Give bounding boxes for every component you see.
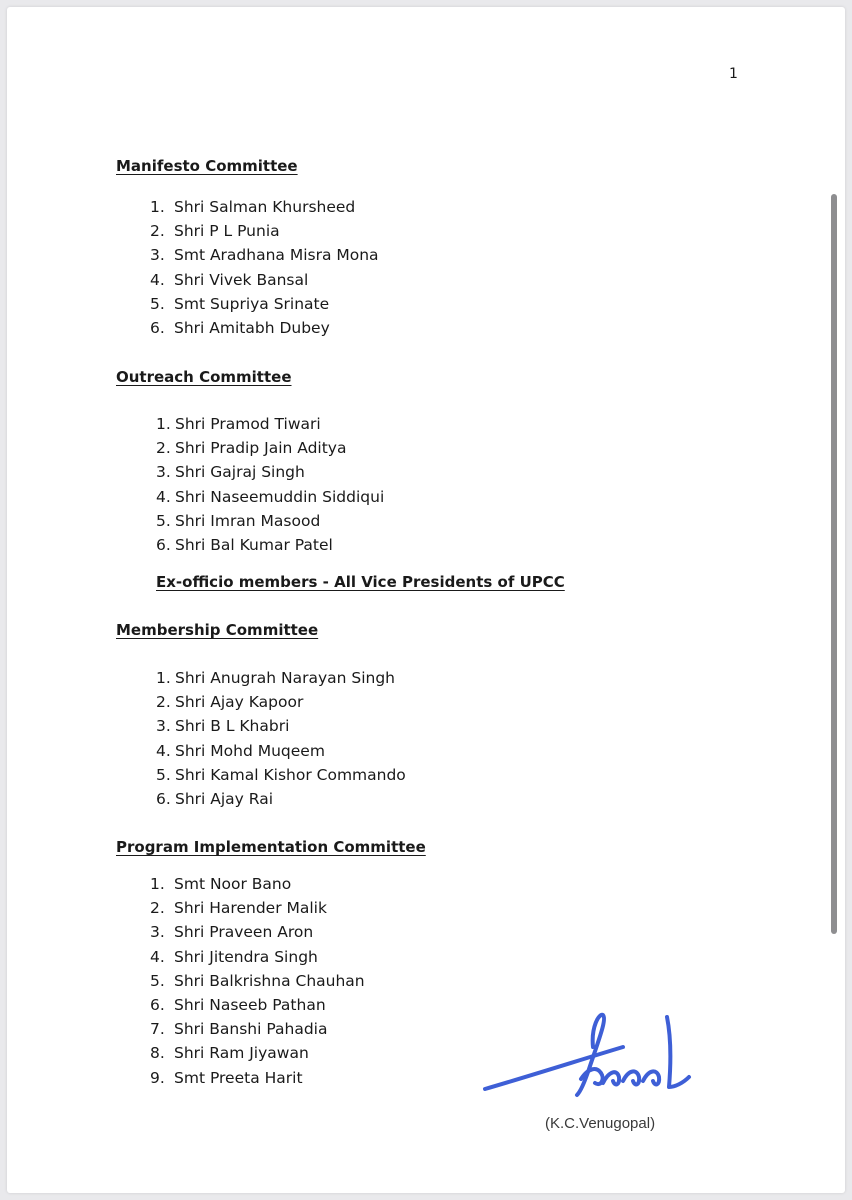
- list-item: 4. Shri Vivek Bansal: [150, 270, 309, 289]
- list-item: 3. Shri B L Khabri: [156, 717, 290, 736]
- page-number: 1: [729, 66, 738, 82]
- handwritten-signature: [473, 1007, 703, 1107]
- list-item: 4. Shri Mohd Muqeem: [156, 741, 325, 760]
- list-item: 5. Shri Imran Masood: [156, 511, 321, 530]
- document-page: [7, 7, 845, 1193]
- membership-committee-list: [156, 666, 406, 811]
- manifesto-committee-heading: Manifesto Committee: [116, 157, 298, 175]
- list-item: 3. Shri Praveen Aron: [150, 923, 314, 942]
- ex-officio-note: Ex-officio members - All Vice Presidents of UPCC: [156, 573, 565, 591]
- list-item: 4. Shri Naseemuddin Siddiqui: [156, 487, 385, 506]
- list-item: 2. Shri Ajay Kapoor: [156, 693, 304, 712]
- program-implementation-committee-heading: Program Implementation Committee: [116, 838, 426, 856]
- list-item: 1. Smt Noor Bano: [150, 875, 292, 893]
- list-item: 6. Shri Ajay Rai: [156, 789, 274, 808]
- list-item: 6. Shri Amitabh Dubey: [150, 318, 330, 337]
- manifesto-committee-list: [150, 195, 379, 340]
- list-item: 4. Shri Jitendra Singh: [150, 947, 318, 966]
- list-item: 2. Shri P L Punia: [150, 222, 280, 241]
- list-item: 3. Smt Aradhana Misra Mona: [150, 246, 379, 265]
- vertical-scrollbar[interactable]: [831, 194, 837, 934]
- list-item: 5. Shri Kamal Kishor Commando: [156, 765, 406, 784]
- membership-committee-heading: Membership Committee: [116, 621, 319, 639]
- list-item: 1. Shri Pramod Tiwari: [156, 415, 321, 433]
- list-item: 8. Shri Ram Jiyawan: [150, 1044, 309, 1063]
- list-item: 6. Shri Bal Kumar Patel: [156, 535, 333, 554]
- outreach-committee-heading: Outreach Committee: [116, 368, 292, 386]
- list-item: 1. Shri Salman Khursheed: [150, 198, 356, 216]
- signatory-name: (K.C.Venugopal): [545, 1115, 656, 1132]
- list-item: 5. Shri Balkrishna Chauhan: [150, 971, 365, 990]
- outreach-committee-list: [156, 412, 384, 557]
- list-item: 2. Shri Harender Malik: [150, 899, 327, 918]
- list-item: 1. Shri Anugrah Narayan Singh: [156, 669, 395, 687]
- list-item: 9. Smt Preeta Harit: [150, 1068, 303, 1087]
- list-item: 3. Shri Gajraj Singh: [156, 463, 305, 482]
- program-implementation-committee-list: [150, 872, 365, 1090]
- list-item: 6. Shri Naseeb Pathan: [150, 995, 326, 1014]
- list-item: 7. Shri Banshi Pahadia: [150, 1020, 328, 1039]
- list-item: 5. Smt Supriya Srinate: [150, 294, 330, 313]
- list-item: 2. Shri Pradip Jain Aditya: [156, 439, 347, 458]
